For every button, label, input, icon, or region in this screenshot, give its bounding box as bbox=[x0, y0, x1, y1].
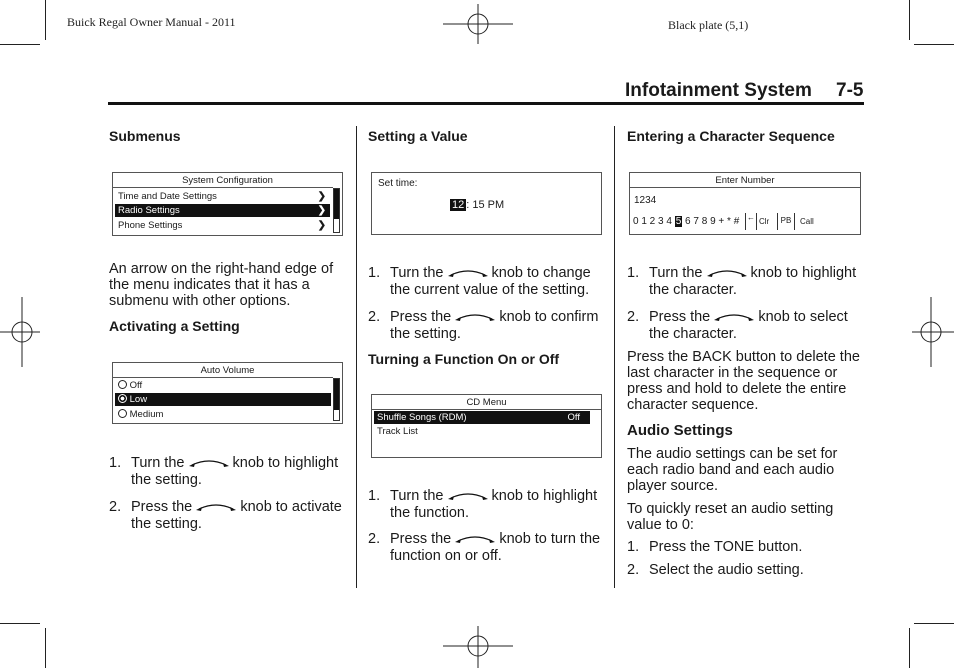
chevron-right-icon: ❯ bbox=[317, 191, 326, 202]
menu-item-label: Radio Settings bbox=[118, 205, 180, 216]
list-item bbox=[627, 309, 867, 343]
knob-icon bbox=[448, 268, 488, 278]
step-text: Turn the bbox=[649, 265, 703, 281]
crop-mark bbox=[909, 0, 910, 40]
step-number: 2. bbox=[368, 531, 381, 547]
step-number: 1. bbox=[368, 488, 381, 504]
step-text: knob to activate the setting. bbox=[131, 499, 342, 532]
hour-value[interactable]: 12 bbox=[452, 199, 465, 211]
set-time-screen bbox=[371, 172, 602, 235]
activating-steps bbox=[109, 455, 349, 533]
screen-title: Enter Number bbox=[715, 175, 775, 186]
list-item bbox=[368, 531, 608, 565]
characters[interactable]: 0 1 2 3 4 bbox=[633, 216, 672, 227]
characters[interactable]: 6 7 8 9 + * # bbox=[685, 216, 740, 227]
menu-item-shuffle[interactable] bbox=[374, 411, 590, 424]
auto-volume-screen bbox=[112, 362, 343, 424]
list-item bbox=[109, 499, 349, 533]
step-text: knob to change the current value of the setting. bbox=[390, 265, 591, 298]
crop-mark bbox=[0, 44, 40, 45]
audio-paragraph: The audio settings can be set for each radio band and each audio player source. bbox=[627, 446, 838, 494]
time-rest: : 15 PM bbox=[466, 199, 505, 211]
option-medium[interactable] bbox=[115, 408, 331, 421]
entering-heading: Entering a Character Sequence bbox=[627, 128, 835, 144]
crop-mark bbox=[45, 628, 46, 668]
knob-icon bbox=[448, 491, 488, 501]
screen-title: Auto Volume bbox=[200, 365, 255, 376]
list-item bbox=[627, 539, 867, 556]
menu-item-label: Track List bbox=[377, 426, 418, 437]
audio-steps bbox=[627, 539, 867, 579]
list-item bbox=[109, 455, 349, 489]
step-text: knob to turn the function on or off. bbox=[390, 531, 601, 564]
clr-button[interactable]: Clr bbox=[759, 217, 770, 226]
crop-mark bbox=[914, 44, 954, 45]
character-row bbox=[633, 216, 739, 227]
reset-paragraph: To quickly reset an audio setting value to 0: bbox=[627, 501, 834, 533]
scrollbar[interactable] bbox=[333, 188, 340, 233]
chevron-right-icon: ❯ bbox=[317, 205, 326, 216]
step-text: Turn the bbox=[131, 455, 185, 471]
submenus-heading: Submenus bbox=[109, 128, 181, 144]
screen-divider bbox=[372, 409, 601, 410]
step-text: Press the bbox=[390, 531, 452, 547]
step-number: 2. bbox=[627, 562, 640, 578]
back-button-paragraph: Press the BACK button to delete the last character in the sequence or press and hold to delete the entire character sequence. bbox=[627, 349, 860, 413]
call-button[interactable]: Call bbox=[800, 217, 814, 226]
knob-icon bbox=[196, 502, 236, 512]
option-label: Off bbox=[129, 380, 143, 391]
screen-title: System Configuration bbox=[182, 175, 273, 186]
menu-item-label: Shuffle Songs (RDM) bbox=[377, 412, 467, 423]
step-number: 1. bbox=[109, 455, 122, 471]
pb-button[interactable]: PB bbox=[777, 213, 795, 230]
step-number: 2. bbox=[368, 309, 381, 325]
activating-heading: Activating a Setting bbox=[109, 318, 240, 334]
cd-menu-screen bbox=[371, 394, 602, 458]
list-item bbox=[368, 265, 608, 299]
screen-divider bbox=[630, 187, 860, 188]
menu-item-time-date[interactable] bbox=[115, 190, 330, 203]
knob-icon bbox=[455, 312, 495, 322]
step-text: Press the bbox=[649, 309, 711, 325]
menu-item-track-list[interactable] bbox=[374, 425, 590, 438]
step-text: Turn the bbox=[390, 488, 444, 504]
scrollbar-thumb[interactable] bbox=[334, 189, 339, 219]
backspace-button[interactable] bbox=[745, 213, 757, 230]
step-text: Press the bbox=[131, 499, 193, 515]
option-off[interactable] bbox=[115, 379, 331, 392]
list-item bbox=[368, 309, 608, 343]
setting-value-heading: Setting a Value bbox=[368, 128, 468, 144]
selected-character[interactable]: 5 bbox=[675, 216, 682, 227]
crop-mark bbox=[909, 628, 910, 668]
radio-selected-icon bbox=[118, 394, 127, 403]
registration-target-icon bbox=[443, 4, 513, 44]
backspace-icon: ← bbox=[747, 213, 755, 222]
submenu-paragraph: An arrow on the right-hand edge of the menu indicates that it has a submenu with other options. bbox=[109, 261, 334, 309]
column-divider bbox=[614, 126, 615, 588]
knob-icon bbox=[189, 458, 229, 468]
manual-title: Buick Regal Owner Manual - 2011 bbox=[67, 15, 236, 29]
option-label: Medium bbox=[129, 409, 164, 420]
step-text: Select the audio setting. bbox=[649, 562, 804, 578]
entering-steps bbox=[627, 265, 867, 343]
step-text: knob to highlight the character. bbox=[649, 265, 857, 298]
step-text: knob to confirm the setting. bbox=[390, 309, 599, 342]
option-low[interactable] bbox=[115, 393, 331, 406]
chevron-right-icon: ❯ bbox=[317, 220, 326, 231]
step-text: Turn the bbox=[390, 265, 444, 281]
turning-steps bbox=[368, 488, 608, 565]
page-number: 7-5 bbox=[836, 80, 864, 101]
screen-divider bbox=[113, 377, 333, 378]
knob-icon bbox=[455, 534, 495, 544]
header-rule bbox=[108, 102, 864, 105]
registration-target-icon bbox=[0, 297, 40, 367]
registration-target-icon bbox=[443, 626, 513, 668]
step-text: knob to select the character. bbox=[649, 309, 848, 342]
entry-field[interactable]: 1234 bbox=[634, 195, 657, 206]
plate-label: Black plate (5,1) bbox=[668, 18, 749, 32]
time-display bbox=[450, 199, 504, 211]
scrollbar[interactable] bbox=[333, 378, 340, 421]
crop-mark bbox=[0, 623, 40, 624]
radio-button-icon bbox=[118, 409, 127, 418]
screen-divider bbox=[113, 187, 333, 188]
system-configuration-screen bbox=[112, 172, 343, 236]
crop-mark bbox=[914, 623, 954, 624]
set-time-label: Set time: bbox=[378, 178, 418, 189]
list-item bbox=[627, 562, 867, 579]
step-text: knob to highlight the function. bbox=[390, 488, 598, 521]
column-divider bbox=[356, 126, 357, 588]
scrollbar-thumb[interactable] bbox=[334, 379, 339, 410]
radio-button-icon bbox=[118, 380, 127, 389]
step-number: 2. bbox=[627, 309, 640, 325]
audio-settings-heading: Audio Settings bbox=[627, 422, 733, 439]
list-item bbox=[627, 265, 867, 299]
step-number: 1. bbox=[627, 539, 640, 555]
step-number: 2. bbox=[109, 499, 122, 515]
step-text: Press the bbox=[390, 309, 452, 325]
menu-item-phone-settings[interactable] bbox=[115, 219, 330, 232]
section-title: Infotainment System bbox=[625, 80, 812, 101]
menu-item-radio-settings[interactable] bbox=[115, 204, 330, 217]
screen-title: CD Menu bbox=[466, 397, 507, 408]
list-item bbox=[368, 488, 608, 522]
menu-item-value: Off bbox=[567, 412, 580, 423]
crop-mark bbox=[45, 0, 46, 40]
step-text: knob to highlight the setting. bbox=[131, 455, 339, 488]
enter-number-screen bbox=[629, 172, 861, 235]
menu-item-label: Phone Settings bbox=[118, 220, 183, 231]
knob-icon bbox=[707, 268, 747, 278]
setting-steps bbox=[368, 265, 608, 343]
step-number: 1. bbox=[368, 265, 381, 281]
step-text: Press the TONE button. bbox=[649, 539, 803, 555]
registration-target-icon bbox=[912, 297, 954, 367]
menu-item-label: Time and Date Settings bbox=[118, 191, 217, 202]
option-label: Low bbox=[129, 394, 148, 405]
turning-heading: Turning a Function On or Off bbox=[368, 351, 560, 367]
knob-icon bbox=[714, 312, 754, 322]
step-number: 1. bbox=[627, 265, 640, 281]
